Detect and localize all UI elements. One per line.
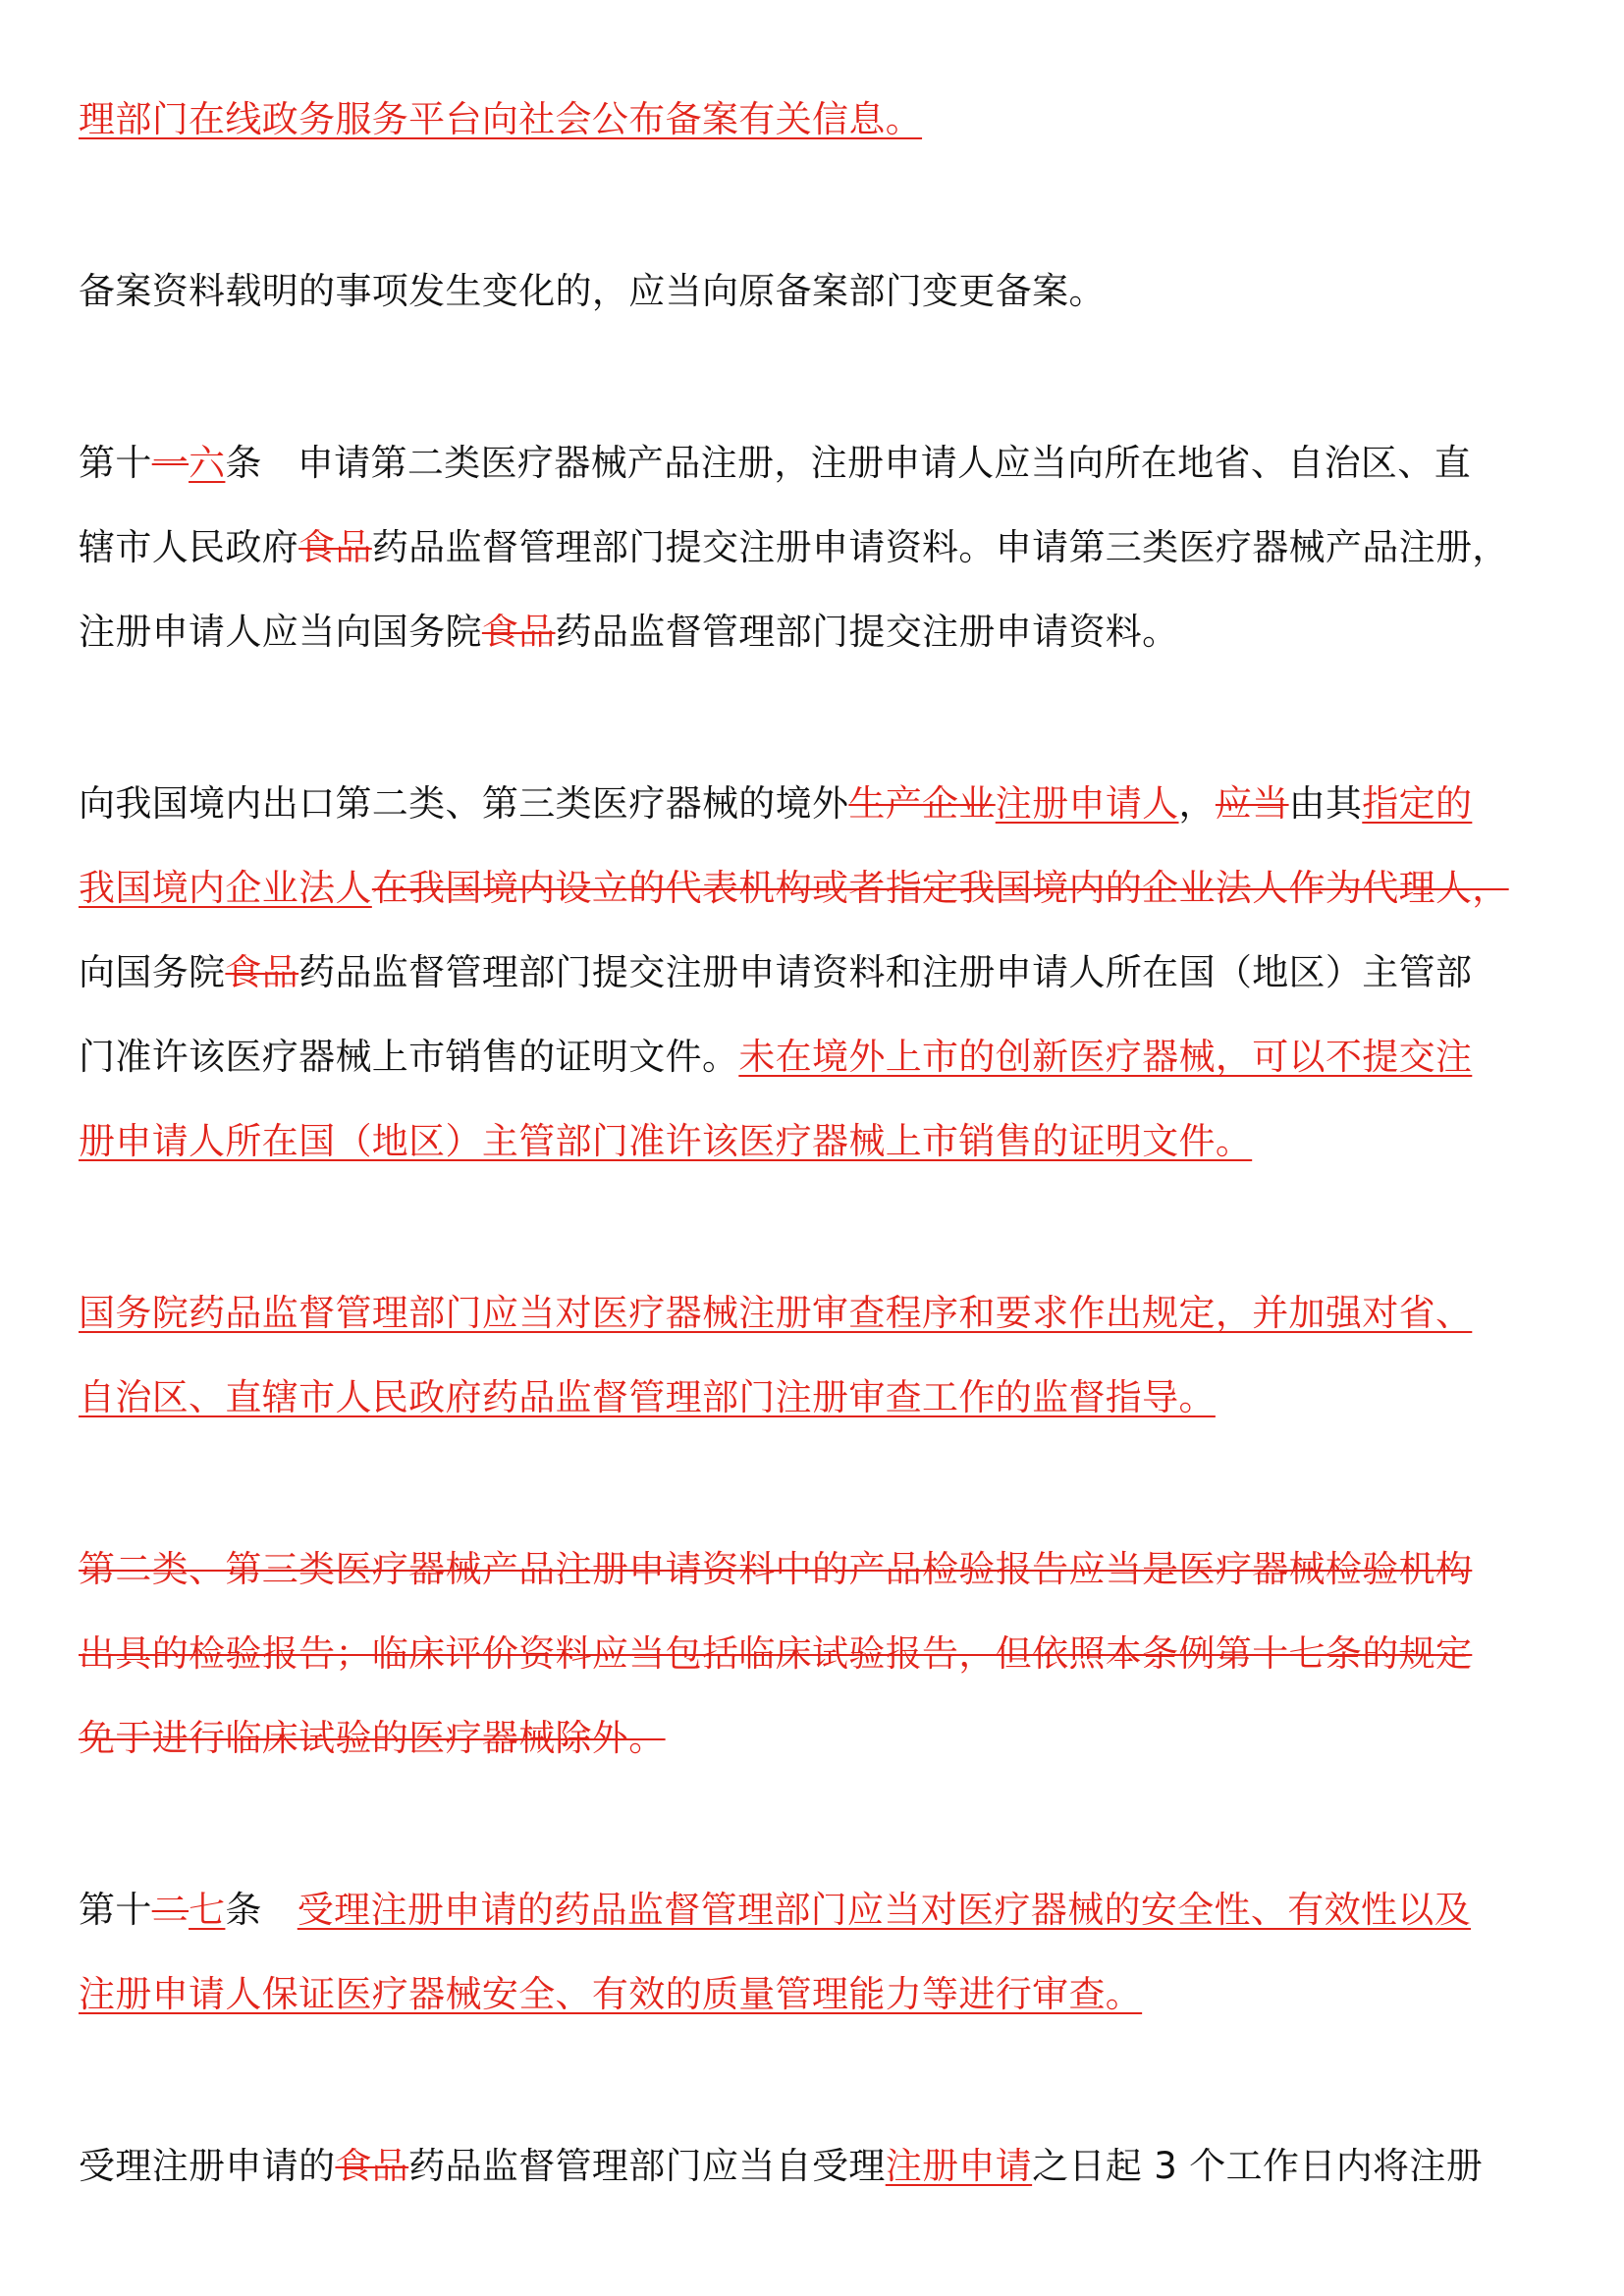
body-text: 向我国境内出口第二类、第三类医疗器械的境外 — [79, 782, 849, 825]
paragraph-1-line-1 — [79, 94, 1551, 145]
insertion-text: 七 — [189, 1889, 226, 1931]
body-text: 药品监督管理部门提交注册申请资料。 — [555, 611, 1179, 653]
deletion-text: 出具的检验报告；临床评价资料应当包括临床试验报告，但依照本条例第十七条的规定 — [79, 1632, 1473, 1675]
body-text: 之日起 3 个工作日内将注册 — [1032, 2145, 1484, 2187]
deletion-text: 食品 — [225, 951, 299, 993]
insertion-text: 我国境内企业法人 — [79, 867, 372, 909]
body-text: 门准许该医疗器械上市销售的证明文件。 — [79, 1036, 739, 1078]
paragraph-5-line-1 — [79, 1288, 1551, 1339]
deletion-text: 一 — [151, 442, 189, 484]
deletion-text: 食品 — [298, 526, 372, 568]
article-16-line-1 — [79, 438, 1551, 489]
paragraph-6-line-2 — [79, 1629, 1551, 1680]
body-text: 由其 — [1288, 782, 1363, 825]
deletion-text: 应当 — [1215, 782, 1289, 825]
insertion-text: 注册申请人 — [995, 782, 1179, 825]
deletion-text: 生产企业 — [848, 782, 996, 825]
paragraph-4-line-3 — [79, 947, 1551, 998]
insertion-text: 受理注册申请的药品监督管理部门应当对医疗器械的安全性、有效性以及 — [297, 1889, 1471, 1931]
paragraph-4-line-1 — [79, 778, 1551, 829]
paragraph-4-line-5 — [79, 1116, 1551, 1167]
paragraph-6-line-3 — [79, 1713, 1551, 1764]
body-text: 备案资料载明的事项发生变化的，应当向原备案部门变更备案。 — [79, 270, 1106, 312]
body-text: 药品监督管理部门提交注册申请资料和注册申请人所在国（地区）主管部 — [298, 951, 1473, 993]
article-16-line-3 — [79, 607, 1551, 658]
article-suffix: 条 — [225, 442, 262, 484]
deletion-text: 在我国境内设立的代表机构或者指定我国境内的企业法人作为代理人， — [371, 867, 1509, 909]
body-text: 受理注册申请的 — [79, 2145, 336, 2187]
body-text: 注册申请人应当向国务院 — [79, 611, 482, 653]
insertion-text: 注册申请人保证医疗器械安全、有效的质量管理能力等进行审查。 — [79, 1973, 1143, 2015]
insertion-text: 理部门在线政务服务平台向社会公布备案有关信息。 — [79, 98, 923, 140]
insertion-text: 指定的 — [1362, 782, 1473, 825]
paragraph-8-line-1 — [79, 2141, 1551, 2192]
paragraph-2-line-1 — [79, 266, 1551, 317]
article-16-line-2 — [79, 522, 1551, 573]
body-text: 辖市人民政府 — [79, 526, 299, 568]
paragraph-4-line-4 — [79, 1032, 1551, 1083]
deletion-text: 食品 — [335, 2145, 409, 2187]
insertion-text: 六 — [189, 442, 226, 484]
body-text: 申请第二类医疗器械产品注册，注册申请人应当向所在地省、自治区、直 — [297, 442, 1471, 484]
paragraph-6-line-1 — [79, 1544, 1551, 1595]
body-text: 向国务院 — [79, 951, 226, 993]
deletion-text: 免于进行临床试验的医疗器械除外。 — [79, 1717, 666, 1759]
paragraph-4-line-2 — [79, 863, 1551, 914]
insertion-text: 国务院药品监督管理部门应当对医疗器械注册审查程序和要求作出规定，并加强对省、 — [79, 1292, 1473, 1334]
insertion-text: 未在境外上市的创新医疗器械，可以不提交注 — [738, 1036, 1473, 1078]
body-text: ， — [1178, 782, 1216, 825]
deletion-text: 食品 — [481, 611, 556, 653]
insertion-text: 自治区、直辖市人民政府药品监督管理部门注册审查工作的监督指导。 — [79, 1376, 1216, 1418]
article-suffix: 条 — [225, 1889, 262, 1931]
body-text: 药品监督管理部门应当自受理 — [408, 2145, 886, 2187]
article-17-line-2 — [79, 1969, 1551, 2020]
deletion-text: 二 — [151, 1889, 189, 1931]
article-prefix: 第十 — [79, 442, 152, 484]
paragraph-5-line-2 — [79, 1372, 1551, 1423]
insertion-text: 注册申请 — [885, 2145, 1033, 2187]
article-prefix: 第十 — [79, 1889, 152, 1931]
deletion-text: 第二类、第三类医疗器械产品注册申请资料中的产品检验报告应当是医疗器械检验机构 — [79, 1548, 1473, 1590]
article-17-line-1 — [79, 1885, 1551, 1936]
insertion-text: 册申请人所在国（地区）主管部门准许该医疗器械上市销售的证明文件。 — [79, 1120, 1253, 1162]
body-text: 药品监督管理部门提交注册申请资料。申请第三类医疗器械产品注册， — [371, 526, 1509, 568]
